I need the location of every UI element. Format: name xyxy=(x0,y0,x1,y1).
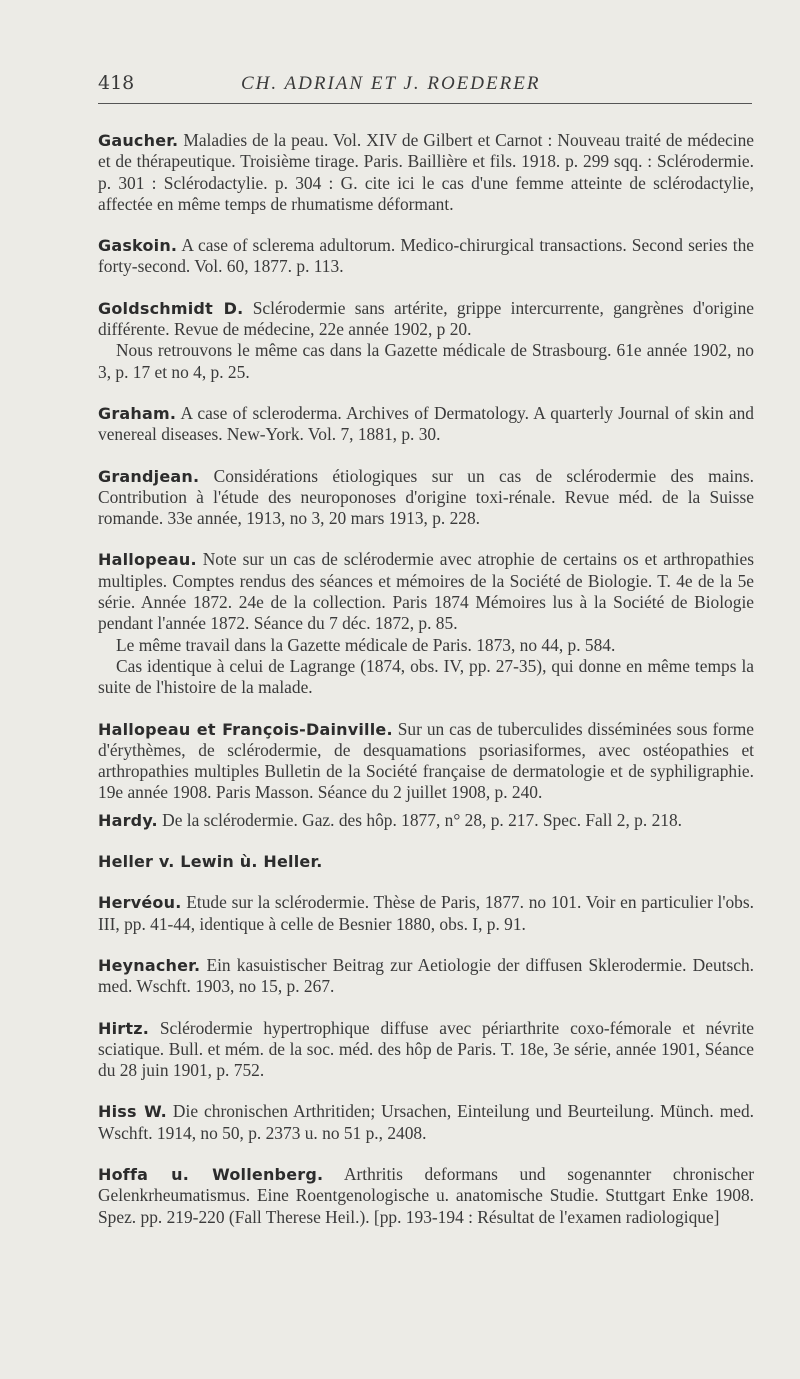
entry-author: Hoffa u. Wollenberg. xyxy=(98,1164,324,1184)
entry-author: Hardy. xyxy=(98,810,158,830)
bibliography-entry xyxy=(98,549,754,698)
bibliography-entry xyxy=(98,1018,754,1082)
bibliography-entry xyxy=(98,298,754,383)
entry-text: Maladies de la peau. Vol. XIV de Gilbert et Carnot : Nouveau traité de médecine et de thérapeutique. Troisième tirage. Paris. Baillière et fils. 1918. p. 299 sqq. : Sclérodermie. p. 301 : Sclérodactylie. p. 304 : G. cite ici le cas d'une femme atteinte de sclérodactylie, affectée en même temps de rhumatisme déformant. xyxy=(98,130,754,214)
bibliography-entry xyxy=(98,1101,754,1144)
entry-author: Gaskoin. xyxy=(98,236,178,256)
entry-author: Goldschmidt D. xyxy=(98,298,244,318)
entry-note: Le même travail dans la Gazette médicale de Paris. 1873, no 44, p. 584. xyxy=(116,634,616,655)
entry-author: Grandjean. xyxy=(98,466,200,486)
entry-text: Arthritis deformans und sogenannter chronischer Gelenkrheumatismus. Eine Roentgenologische u. anatomische Studie. Stuttgart Enke 1908. Spez. pp. 219-220 (Fall Therese Heil.). [pp. 193-194 : Résultat de l'examen radiologique] xyxy=(98,1163,755,1227)
running-head: CH. ADRIAN ET J. ROEDERER xyxy=(241,73,541,94)
bibliography-entry xyxy=(98,235,754,278)
entry-author: Hallopeau et François-Dainville. xyxy=(98,719,393,739)
entry-author: Heller v. Lewin ù. Heller. xyxy=(98,852,323,872)
bibliography-entry xyxy=(98,719,754,804)
entry-text: Ein kasuistischer Beitrag zur Aetiologie der diffusen Sklerodermie. Deutsch. med. Wschft. 1903, no 15, p. 267. xyxy=(98,954,754,997)
entry-text: De la sclérodermie. Gaz. des hôp. 1877, n° 28, p. 217. Spec. Fall 2, p. 218. xyxy=(157,809,683,830)
bibliography-entry xyxy=(98,851,754,872)
bibliography-entry xyxy=(98,403,754,446)
entry-text: Sclérodermie hypertrophique diffuse avec périarthrite coxo-fémorale et névrite sciatique. Bull. et mém. de la soc. méd. des hôp de Paris. T. 18e, 3e série, année 1901, Séance du 28 juin 1901, p. 752. xyxy=(98,1017,754,1081)
entry-author: Hiss W. xyxy=(98,1102,167,1122)
entry-text: Etude sur la sclérodermie. Thèse de Paris, 1877. no 101. Voir en particulier l'obs. III, pp. 41-44, identique à celle de Besnier 1880, obs. I, p. 91. xyxy=(98,892,754,934)
entry-text: Considérations étiologiques sur un cas de sclérodermie des mains. Contribution à l'étude des neuroponoses d'origine toxi-rénale. Revue méd. de la Suisse romande. 33e année, 1913, no 3, 20 mars 1913, p. 228. xyxy=(98,465,754,529)
entry-author: Hallopeau. xyxy=(98,550,197,570)
page-number: 418 xyxy=(98,72,135,94)
entry-author: Hirtz. xyxy=(98,1018,150,1038)
bibliography-entry xyxy=(98,466,754,530)
entry-text: Sclérodermie sans artérite, grippe intercurrente, gangrènes d'origine différente. Revue de médecine, 22e année 1902, p 20. xyxy=(98,297,754,340)
entry-text: Sur un cas de tuberculides disséminées sous forme d'érythèmes, de sclérodermie, de desquamations psoriasiformes, avec ostéopathies et arthropathies multiples Bulletin de la Société française de dermatologie et de syphiligraphie. 19e année 1908. Paris Masson. Séance du 2 juillet 1908, p. 240. xyxy=(98,718,754,803)
entry-author: Heynacher. xyxy=(98,955,201,975)
bibliography-entry xyxy=(98,810,754,831)
page-header xyxy=(98,72,752,104)
entry-author: Gaucher. xyxy=(98,131,179,150)
entry-note: Nous retrouvons le même cas dans la Gazette médicale de Strasbourg. 61e année 1902, no 3, p. 17 et no 4, p. 25. xyxy=(98,340,754,382)
entry-text: A case of scleroderma. Archives of Dermatology. A quarterly Journal of skin and venereal diseases. New-York. Vol. 7, 1881, p. 30. xyxy=(98,402,754,445)
entry-note: Cas identique à celui de Lagrange (1874, obs. IV, pp. 27-35), qui donne en même temps la suite de l'histoire de la malade. xyxy=(98,655,754,698)
entry-author: Graham. xyxy=(98,403,177,423)
entry-text: Note sur un cas de sclérodermie avec atrophie de certains os et arthropathies multiples. Comptes rendus des séances et mémoires de la Société de Biologie. T. 4e de la 5e série. Année 1872. 24e de la collection. Paris 1874 Mémoires lus à la Société de Biologie pendant l'année 1872. Séance du 7 déc. 1872, p. 85. xyxy=(98,549,754,634)
bibliography-entry xyxy=(98,130,754,215)
entry-text: Die chronischen Arthritiden; Ursachen, Einteilung und Beurteilung. Münch. med. Wschft. 1914, no 50, p. 2373 u. no 51 p., 2408. xyxy=(98,1101,754,1143)
entry-text: A case of sclerema adultorum. Medico-chirurgical transactions. Second series the forty-second. Vol. 60, 1877. p. 113. xyxy=(98,235,754,277)
bibliography-list xyxy=(98,130,755,1228)
bibliography-entry xyxy=(98,955,754,998)
bibliography-entry xyxy=(98,892,754,935)
entry-author: Hervéou. xyxy=(98,893,182,913)
bibliography-entry xyxy=(98,1164,754,1228)
